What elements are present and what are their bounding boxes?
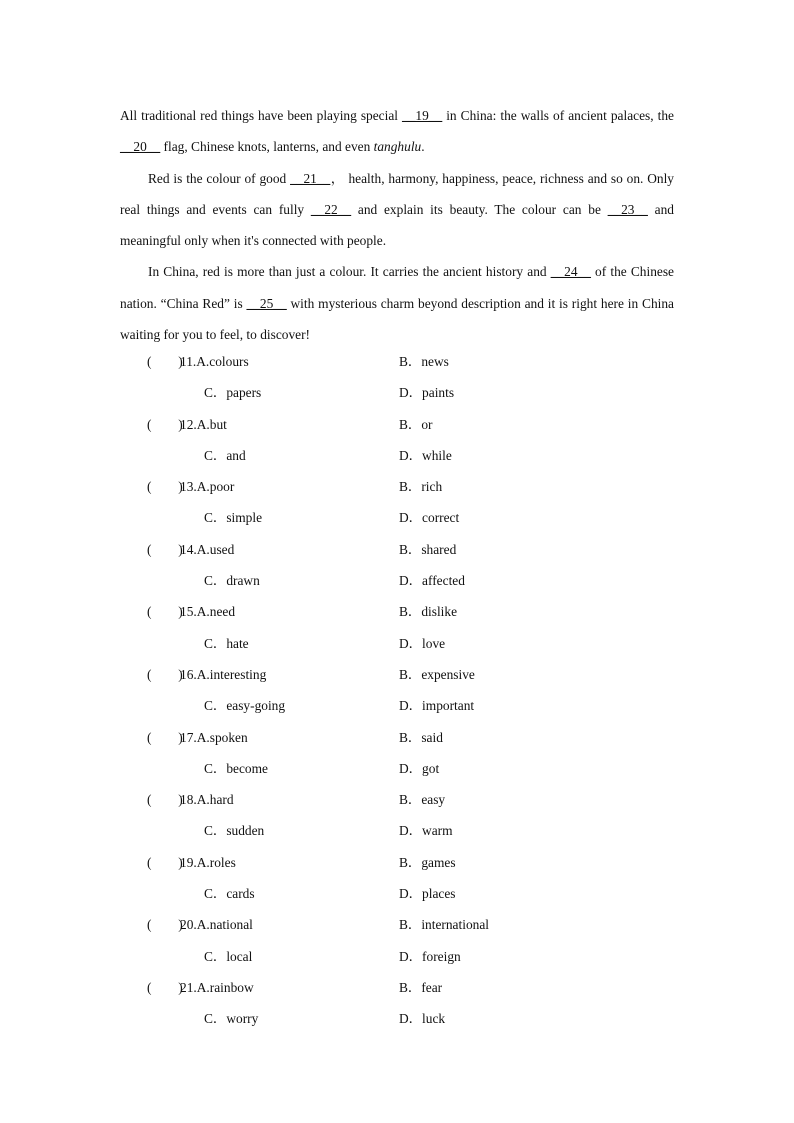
answer-bracket[interactable]: ( ) — [147, 604, 183, 620]
option-d: D．paints — [399, 385, 455, 401]
answer-bracket[interactable]: ( ) — [147, 854, 183, 870]
answer-bracket[interactable]: ( ) — [147, 666, 183, 682]
option-a: 20.A.national — [180, 917, 253, 933]
question-row — [0, 784, 794, 815]
question-row-second — [0, 1003, 794, 1034]
question-row-second — [0, 690, 794, 721]
passage-text: of the Chinese nation. “China Red” is — [120, 264, 674, 311]
option-d: D．got — [399, 760, 440, 776]
blank-25: __25__ — [246, 295, 287, 311]
option-a: 15.A.need — [180, 604, 236, 620]
passage-text: and meaningful only when it's connected with people. — [120, 201, 674, 249]
option-b: B．news — [399, 354, 449, 369]
answer-bracket[interactable]: ( ) — [147, 792, 183, 808]
question-row — [0, 847, 794, 878]
passage-text: flag, Chinese knots, lanterns, and even — [160, 139, 374, 155]
question-row-second — [0, 878, 794, 909]
option-b: B．rich — [399, 479, 443, 495]
option-b: B．dislike — [399, 604, 458, 620]
option-a: 14.A.used — [180, 541, 235, 557]
option-d: D．love — [399, 635, 446, 651]
blank-21: __21__ — [290, 170, 331, 186]
question-row — [0, 346, 794, 377]
passage-text: and explain its beauty. The colour can be — [351, 201, 608, 217]
passage-paragraph-2 — [120, 163, 674, 257]
option-d: D．affected — [399, 573, 465, 589]
passage-paragraph-3 — [120, 256, 674, 350]
option-c: C．drawn — [204, 573, 260, 589]
passage-text: ， health, harmony, happiness, peace, richness and so on. Only real things and events can fully — [120, 170, 674, 217]
option-c: C．simple — [204, 510, 263, 526]
option-b: B．fear — [399, 979, 443, 995]
option-d: D．foreign — [399, 948, 461, 964]
option-a: 18.A.hard — [180, 792, 234, 808]
question-row — [0, 722, 794, 753]
question-row-second — [0, 502, 794, 533]
option-c: C．local — [204, 948, 253, 964]
option-d: D．luck — [399, 1011, 446, 1027]
option-c: C．and — [204, 447, 246, 463]
option-b: B．shared — [399, 541, 457, 557]
answer-bracket[interactable]: ( ) — [147, 729, 183, 745]
option-c: C．easy-going — [204, 698, 286, 714]
answer-bracket[interactable]: ( ) — [147, 541, 183, 557]
option-c: C．become — [204, 760, 268, 776]
question-row-second — [0, 815, 794, 846]
blank-22: __22__ — [310, 201, 352, 217]
question-row — [0, 596, 794, 627]
passage-text: Red is the colour of good — [148, 170, 291, 186]
option-c: C．sudden — [204, 823, 265, 839]
option-d: D．important — [399, 698, 475, 714]
question-row-second — [0, 440, 794, 471]
question-row — [0, 471, 794, 502]
option-d: D．while — [399, 447, 452, 463]
option-d: D．places — [399, 886, 456, 902]
option-b: B．easy — [399, 792, 446, 808]
option-b: B．games — [399, 854, 456, 870]
question-row-second — [0, 565, 794, 596]
option-b: B．international — [399, 917, 489, 933]
blank-23: __23__ — [607, 201, 648, 217]
blank-20: __20__ — [120, 139, 161, 155]
answer-bracket[interactable]: ( ) — [147, 479, 183, 495]
option-a: 21.A.rainbow — [180, 979, 254, 995]
option-a: 12.A.but — [180, 416, 227, 432]
blank-24: __24__ — [550, 264, 591, 280]
question-row — [0, 534, 794, 565]
answer-bracket[interactable]: ( ) — [147, 917, 183, 933]
option-b: B．or — [399, 416, 433, 432]
italic-word: tanghulu — [373, 139, 422, 155]
option-a: 11.A.colours — [180, 354, 249, 369]
option-c: C．hate — [204, 635, 249, 651]
question-row — [0, 909, 794, 940]
question-row-second — [0, 628, 794, 659]
option-a: 17.A.spoken — [180, 729, 248, 745]
option-b: B．said — [399, 729, 443, 745]
question-row — [0, 972, 794, 1003]
passage-text: In China, red is more than just a colour. It carries the ancient history and — [148, 264, 551, 280]
question-list — [0, 346, 794, 1035]
passage-text: with mysterious charm beyond description and it is right here in China waiting for you to feel, to discover! — [120, 295, 675, 343]
answer-bracket[interactable]: ( ) — [147, 979, 183, 995]
answer-bracket[interactable]: ( ) — [147, 416, 183, 432]
question-row-second — [0, 941, 794, 972]
option-c: C．papers — [204, 385, 262, 401]
option-a: 16.A.interesting — [180, 666, 267, 682]
reading-passage — [120, 100, 674, 350]
passage-text: . — [421, 139, 425, 155]
option-d: D．warm — [399, 823, 453, 839]
passage-text: in China: the walls of ancient palaces, the — [442, 108, 674, 123]
question-row-second — [0, 753, 794, 784]
option-c: C．worry — [204, 1011, 259, 1027]
question-row — [0, 409, 794, 440]
question-row-second — [0, 377, 794, 408]
option-b: B．expensive — [399, 666, 475, 682]
option-a: 13.A.poor — [180, 479, 235, 495]
option-c: C．cards — [204, 886, 255, 902]
passage-text: All traditional red things have been playing special — [120, 108, 403, 123]
question-row — [0, 659, 794, 690]
blank-19: __19__ — [402, 108, 443, 123]
passage-paragraph-1 — [120, 100, 674, 163]
option-d: D．correct — [399, 510, 460, 526]
option-a: 19.A.roles — [180, 854, 236, 870]
answer-bracket[interactable]: ( ) — [147, 354, 183, 369]
